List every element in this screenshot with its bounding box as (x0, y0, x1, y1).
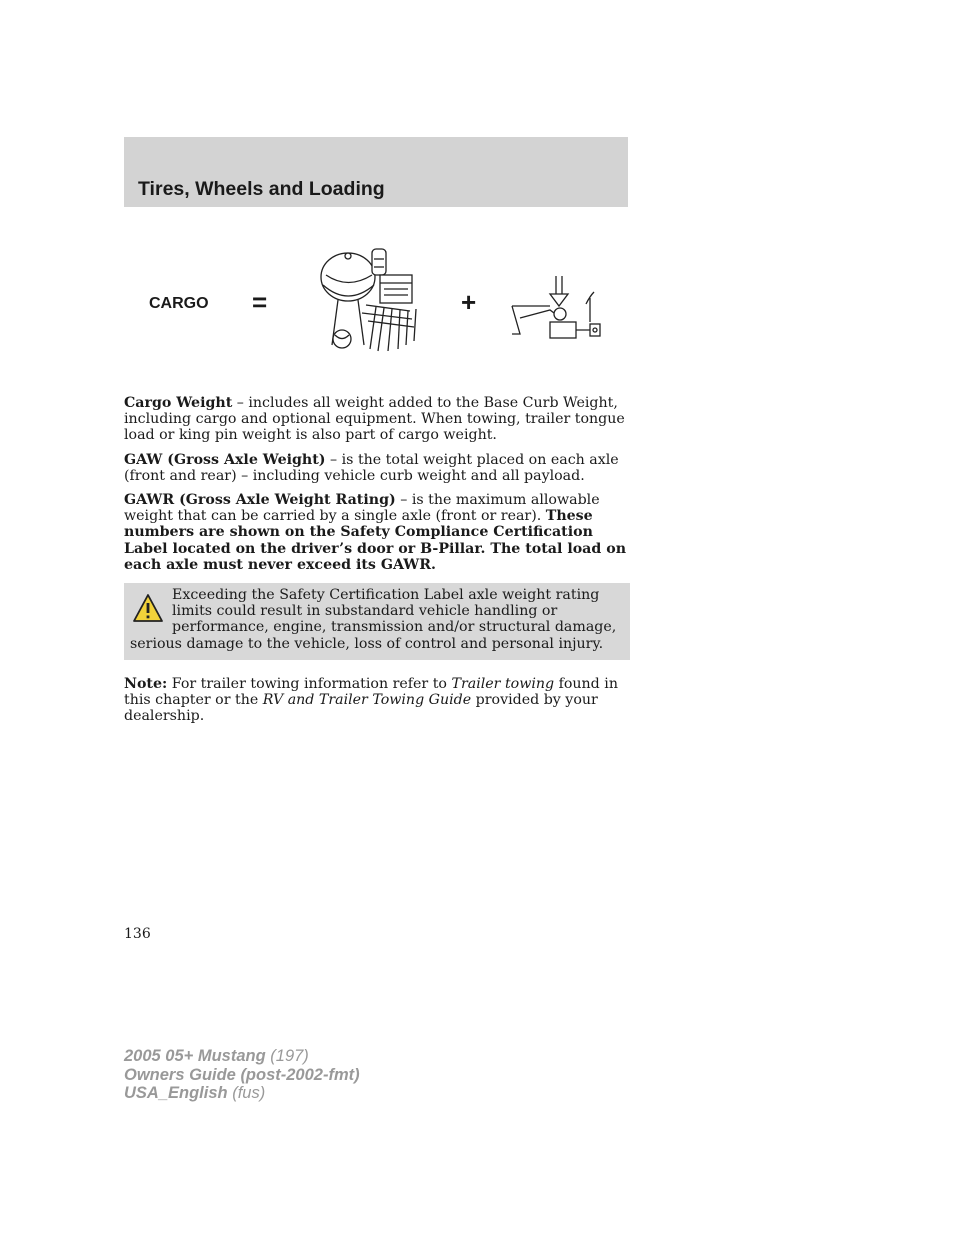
term: GAW (Gross Axle Weight) (124, 451, 326, 468)
note-text: For trailer towing information refer to (167, 675, 452, 692)
definition: – is the maximum allowable weight that can be carried by a single axle (front or rear). (124, 492, 600, 525)
trailer-towing-reference: Trailer towing (451, 675, 555, 692)
note (124, 676, 630, 725)
warning-text: Exceeding the Safety Certification Label axle weight rating limits could result in substandard vehicle handling or performance, engine, transmission and/or structural damage, serious damage to the vehicle, loss of control and personal injury. (130, 587, 617, 652)
term: GAWR (Gross Axle Weight Rating) (124, 492, 396, 509)
warning-box (124, 583, 630, 660)
footer-market-code: (fus) (227, 1084, 266, 1102)
cargo-label: CARGO (149, 295, 209, 312)
note-label: Note: (124, 675, 168, 692)
definition: – is the total weight placed on each axle (front and rear) – including vehicle curb weight and all payload. (124, 451, 619, 484)
cargo-figure (124, 240, 628, 360)
page-number: 136 (124, 926, 151, 942)
gawr-definition (124, 492, 630, 573)
section-title: Tires, Wheels and Loading (138, 178, 385, 200)
towing-guide-reference: RV and Trailer Towing Guide (262, 692, 472, 709)
footer-model-code: (197) (265, 1047, 309, 1065)
footer-model: 2005 05+ Mustang (124, 1047, 266, 1065)
plus-sign: + (461, 287, 477, 317)
cargo-weight-definition (124, 395, 630, 444)
document-footer (124, 1047, 360, 1103)
footer-guide-type: Owners Guide (post-2002-fmt) (124, 1065, 360, 1084)
trailer-hitch-tongue-weight-icon (510, 274, 604, 346)
main-text (124, 395, 630, 732)
definition: – includes all weight added to the Base Curb Weight, including cargo and optional equipment. When towing, trailer tongue load or king pin weight is also part of cargo weight. (124, 395, 625, 444)
gawr-emphasis: These numbers are shown on the Safety Compliance Certification Label located on the driver’s door or B-Pillar. The total load on each axle must never exceed its GAWR. (124, 508, 627, 573)
note-text: provided by your dealership. (124, 692, 598, 725)
note-text: found in this chapter or the (124, 675, 618, 709)
gaw-definition (124, 452, 630, 484)
term: Cargo Weight (124, 395, 233, 411)
section-header (124, 137, 628, 207)
grill-and-gear-icon (318, 245, 428, 357)
warning-triangle-icon (132, 593, 164, 623)
equals-sign: = (252, 287, 268, 317)
footer-market: USA_English (124, 1084, 228, 1102)
